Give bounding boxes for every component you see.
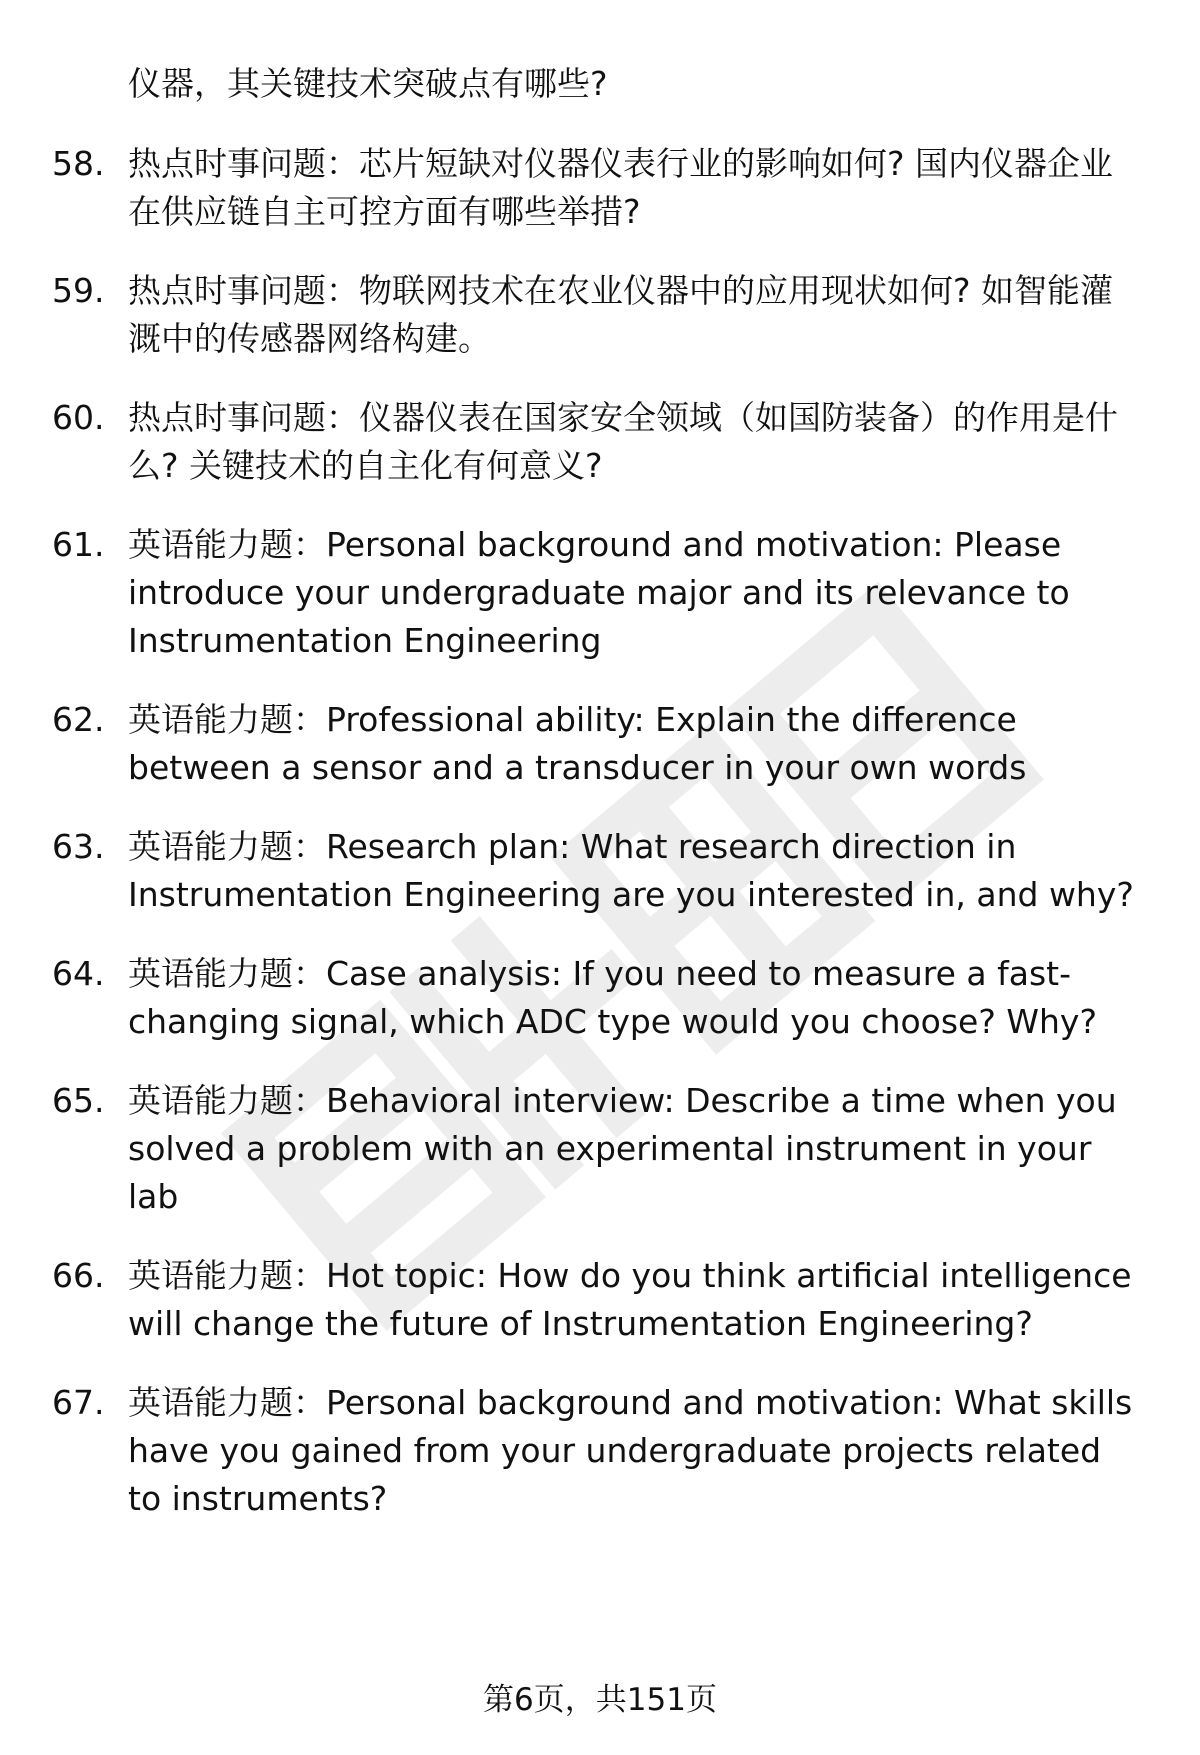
question-number: 65. xyxy=(52,1081,105,1120)
question-text: 英语能力题：Research plan: What research direction in Instrumentation Engineering are you interested in, and why? xyxy=(128,827,1134,914)
question-item xyxy=(0,1252,1140,1348)
question-number: 67. xyxy=(52,1383,105,1422)
question-text: 英语能力题：Case analysis: If you need to measure a fast-changing signal, which ADC type would you choose? Why? xyxy=(128,954,1097,1041)
question-list xyxy=(0,140,1200,1554)
question-number: 59. xyxy=(52,271,105,310)
question-text: 英语能力题：Professional ability: Explain the difference between a sensor and a transducer in your own words xyxy=(128,700,1027,787)
question-number: 66. xyxy=(52,1256,105,1295)
question-item xyxy=(0,394,1140,490)
question-number: 60. xyxy=(52,398,105,437)
question-number: 61. xyxy=(52,525,105,564)
question-item xyxy=(0,950,1140,1046)
question-item xyxy=(0,521,1140,665)
question-text: 热点时事问题：仪器仪表在国家安全领域（如国防装备）的作用是什么? 关键技术的自主化有何意义? xyxy=(128,398,1118,485)
question-text: 热点时事问题：物联网技术在农业仪器中的应用现状如何? 如智能灌溉中的传感器网络构建。 xyxy=(128,271,1114,358)
question-number: 58. xyxy=(52,144,105,183)
page-footer: 第6页，共151页 xyxy=(483,1682,717,1718)
question-text: 热点时事问题：芯片短缺对仪器仪表行业的影响如何? 国内仪器企业在供应链自主可控方面有哪些举措? xyxy=(128,144,1114,231)
question-text: 英语能力题：Personal background and motivation: What skills have you gained from your undergraduate projects related to instruments? xyxy=(128,1383,1133,1518)
question-item xyxy=(0,823,1140,919)
question-item xyxy=(0,140,1140,236)
question-item xyxy=(0,1379,1140,1523)
question-item xyxy=(0,267,1140,363)
question-number: 64. xyxy=(52,954,105,993)
question-text: 英语能力题：Personal background and motivation: Please introduce your undergraduate major and its relevance to Instrumentation Engineering xyxy=(128,525,1070,660)
continuation-text: 仪器，其关键技术突破点有哪些? xyxy=(128,64,608,103)
question-number: 62. xyxy=(52,700,105,739)
question-text: 英语能力题：Hot topic: How do you think artificial intelligence will change the future of Instrumentation Engineering? xyxy=(128,1256,1132,1343)
question-number: 63. xyxy=(52,827,105,866)
question-item xyxy=(0,1077,1140,1221)
question-item xyxy=(0,696,1140,792)
question-text: 英语能力题：Behavioral interview: Describe a time when you solved a problem with an experimental instrument in your lab xyxy=(128,1081,1117,1216)
